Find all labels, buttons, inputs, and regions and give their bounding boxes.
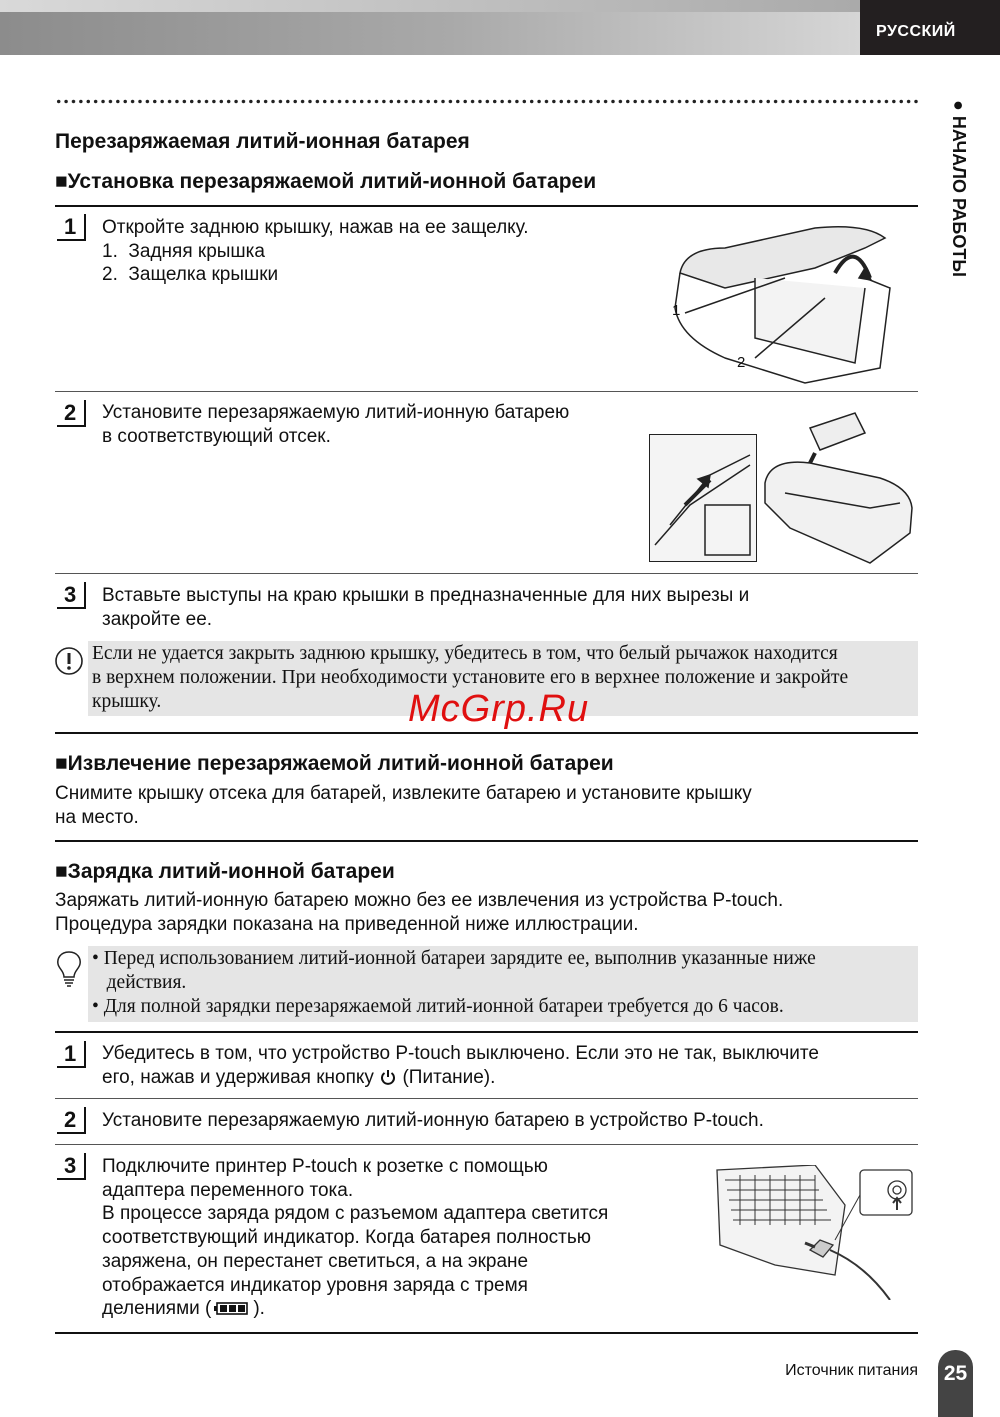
step-instruction: Убедитесь в том, что устройство P-touch выключено. Если это не так, выключите bbox=[102, 1043, 819, 1064]
step-number: 2 bbox=[57, 400, 86, 427]
step-instruction: отображается индикатор уровня заряда с тремя bbox=[102, 1274, 528, 1296]
step-number: 2 bbox=[57, 1107, 86, 1134]
step-number: 1 bbox=[57, 1041, 86, 1068]
paragraph-line: Снимите крышку отсека для батарей, извлеките батарею и установите крышку bbox=[55, 783, 752, 804]
divider bbox=[55, 205, 918, 207]
step-instruction: в соответствующий отсек. bbox=[102, 425, 331, 447]
note-line: в верхнем положении. При необходимости установите его в верхнее положение и закройте bbox=[92, 667, 849, 688]
step-instruction: соответствующий индикатор. Когда батарея полностью bbox=[102, 1227, 591, 1249]
divider bbox=[55, 391, 918, 392]
divider bbox=[55, 1031, 918, 1033]
section-text bbox=[55, 889, 783, 936]
dotted-divider bbox=[55, 99, 920, 104]
step-text bbox=[102, 1042, 819, 1089]
tip-note bbox=[88, 946, 918, 1022]
divider bbox=[55, 732, 918, 734]
paragraph-line: Заряжать литий-ионную батарею можно без ее извлечения из устройства P-touch. bbox=[55, 890, 784, 911]
step-instruction: адаптера переменного тока. bbox=[102, 1179, 354, 1201]
illustration-battery-insert bbox=[760, 408, 915, 568]
divider bbox=[55, 1144, 918, 1145]
step-text bbox=[102, 216, 529, 287]
illustration-ac-adapter bbox=[715, 1165, 915, 1300]
divider bbox=[55, 1098, 918, 1099]
list-item: 2. Защелка крышки bbox=[102, 264, 279, 286]
step-number: 3 bbox=[57, 1153, 86, 1180]
callout-label: 2 bbox=[737, 354, 746, 371]
side-chapter-tab: ● НАЧАЛО РАБОТЫ bbox=[949, 100, 969, 277]
watermark: McGrp.Ru bbox=[408, 688, 590, 730]
page-number: 25 bbox=[938, 1350, 973, 1417]
power-icon bbox=[379, 1068, 397, 1086]
section-heading-charge: ■Зарядка литий-ионной батареи bbox=[55, 860, 395, 883]
note-line: • Перед использованием литий-ионной батареи зарядите ее, выполнив указанные ниже bbox=[92, 948, 816, 969]
callout-label: 1 bbox=[672, 302, 681, 319]
step-instruction: Установите перезаряжаемую литий-ионную батарею в устройство P-touch. bbox=[102, 1110, 764, 1131]
note-line: • Для полной зарядки перезаряжаемой литий-ионной батареи требуется до 6 часов. bbox=[92, 996, 784, 1017]
list-item: 1. Задняя крышка bbox=[102, 240, 265, 262]
illustration-battery-detail bbox=[649, 434, 757, 562]
step-text bbox=[102, 401, 569, 448]
text-fragment: (Питание). bbox=[397, 1066, 496, 1088]
note-line: Если не удается закрыть заднюю крышку, убедитесь в том, что белый рычажок находится bbox=[92, 643, 838, 664]
note-line: крышку. bbox=[92, 691, 162, 712]
paragraph-line: на место. bbox=[55, 806, 139, 828]
step-text bbox=[102, 1155, 608, 1321]
lightbulb-tip-icon bbox=[55, 950, 83, 988]
text-fragment: его, нажав и удерживая кнопку bbox=[102, 1066, 380, 1088]
section-heading-remove: ■Извлечение перезаряжаемой литий-ионной батареи bbox=[55, 752, 614, 775]
page-title: Перезаряжаемая литий-ионная батарея bbox=[55, 130, 470, 153]
text-fragment: ). bbox=[253, 1298, 265, 1320]
step-instruction: В процессе заряда рядом с разъемом адаптера светится bbox=[102, 1203, 609, 1225]
step-instruction: Подключите принтер P-touch к розетке с помощью bbox=[102, 1156, 548, 1177]
step-instruction: Откройте заднюю крышку, нажав на ее защелку. bbox=[102, 217, 529, 238]
step-text bbox=[102, 584, 749, 631]
battery-level-icon bbox=[214, 1300, 250, 1316]
divider bbox=[55, 1332, 918, 1334]
step-instruction bbox=[102, 1066, 819, 1090]
divider bbox=[55, 840, 918, 842]
illustration-open-cover bbox=[665, 218, 895, 388]
step-number: 1 bbox=[57, 214, 86, 241]
step-instruction: Установите перезаряжаемую литий-ионную батарею bbox=[102, 402, 570, 423]
language-tab: РУССКИЙ bbox=[860, 0, 1000, 55]
step-instruction: заряжена, он перестанет светиться, а на экране bbox=[102, 1250, 529, 1272]
text-fragment: делениями ( bbox=[102, 1298, 212, 1320]
section-text bbox=[55, 782, 752, 829]
footer-section-name: Источник питания bbox=[785, 1362, 918, 1379]
note-line: действия. bbox=[92, 972, 187, 993]
section-heading-install: ■Установка перезаряжаемой литий-ионной батареи bbox=[55, 170, 597, 193]
paragraph-line: Процедура зарядки показана на приведенной ниже иллюстрации. bbox=[55, 913, 639, 935]
header-sheen bbox=[0, 0, 860, 12]
step-instruction: Вставьте выступы на краю крышки в предназначенные для них вырезы и bbox=[102, 585, 750, 606]
divider bbox=[55, 573, 918, 574]
step-instruction bbox=[102, 1297, 608, 1321]
step-number: 3 bbox=[57, 582, 86, 609]
step-instruction: закройте ее. bbox=[102, 608, 213, 630]
caution-icon bbox=[54, 646, 84, 676]
